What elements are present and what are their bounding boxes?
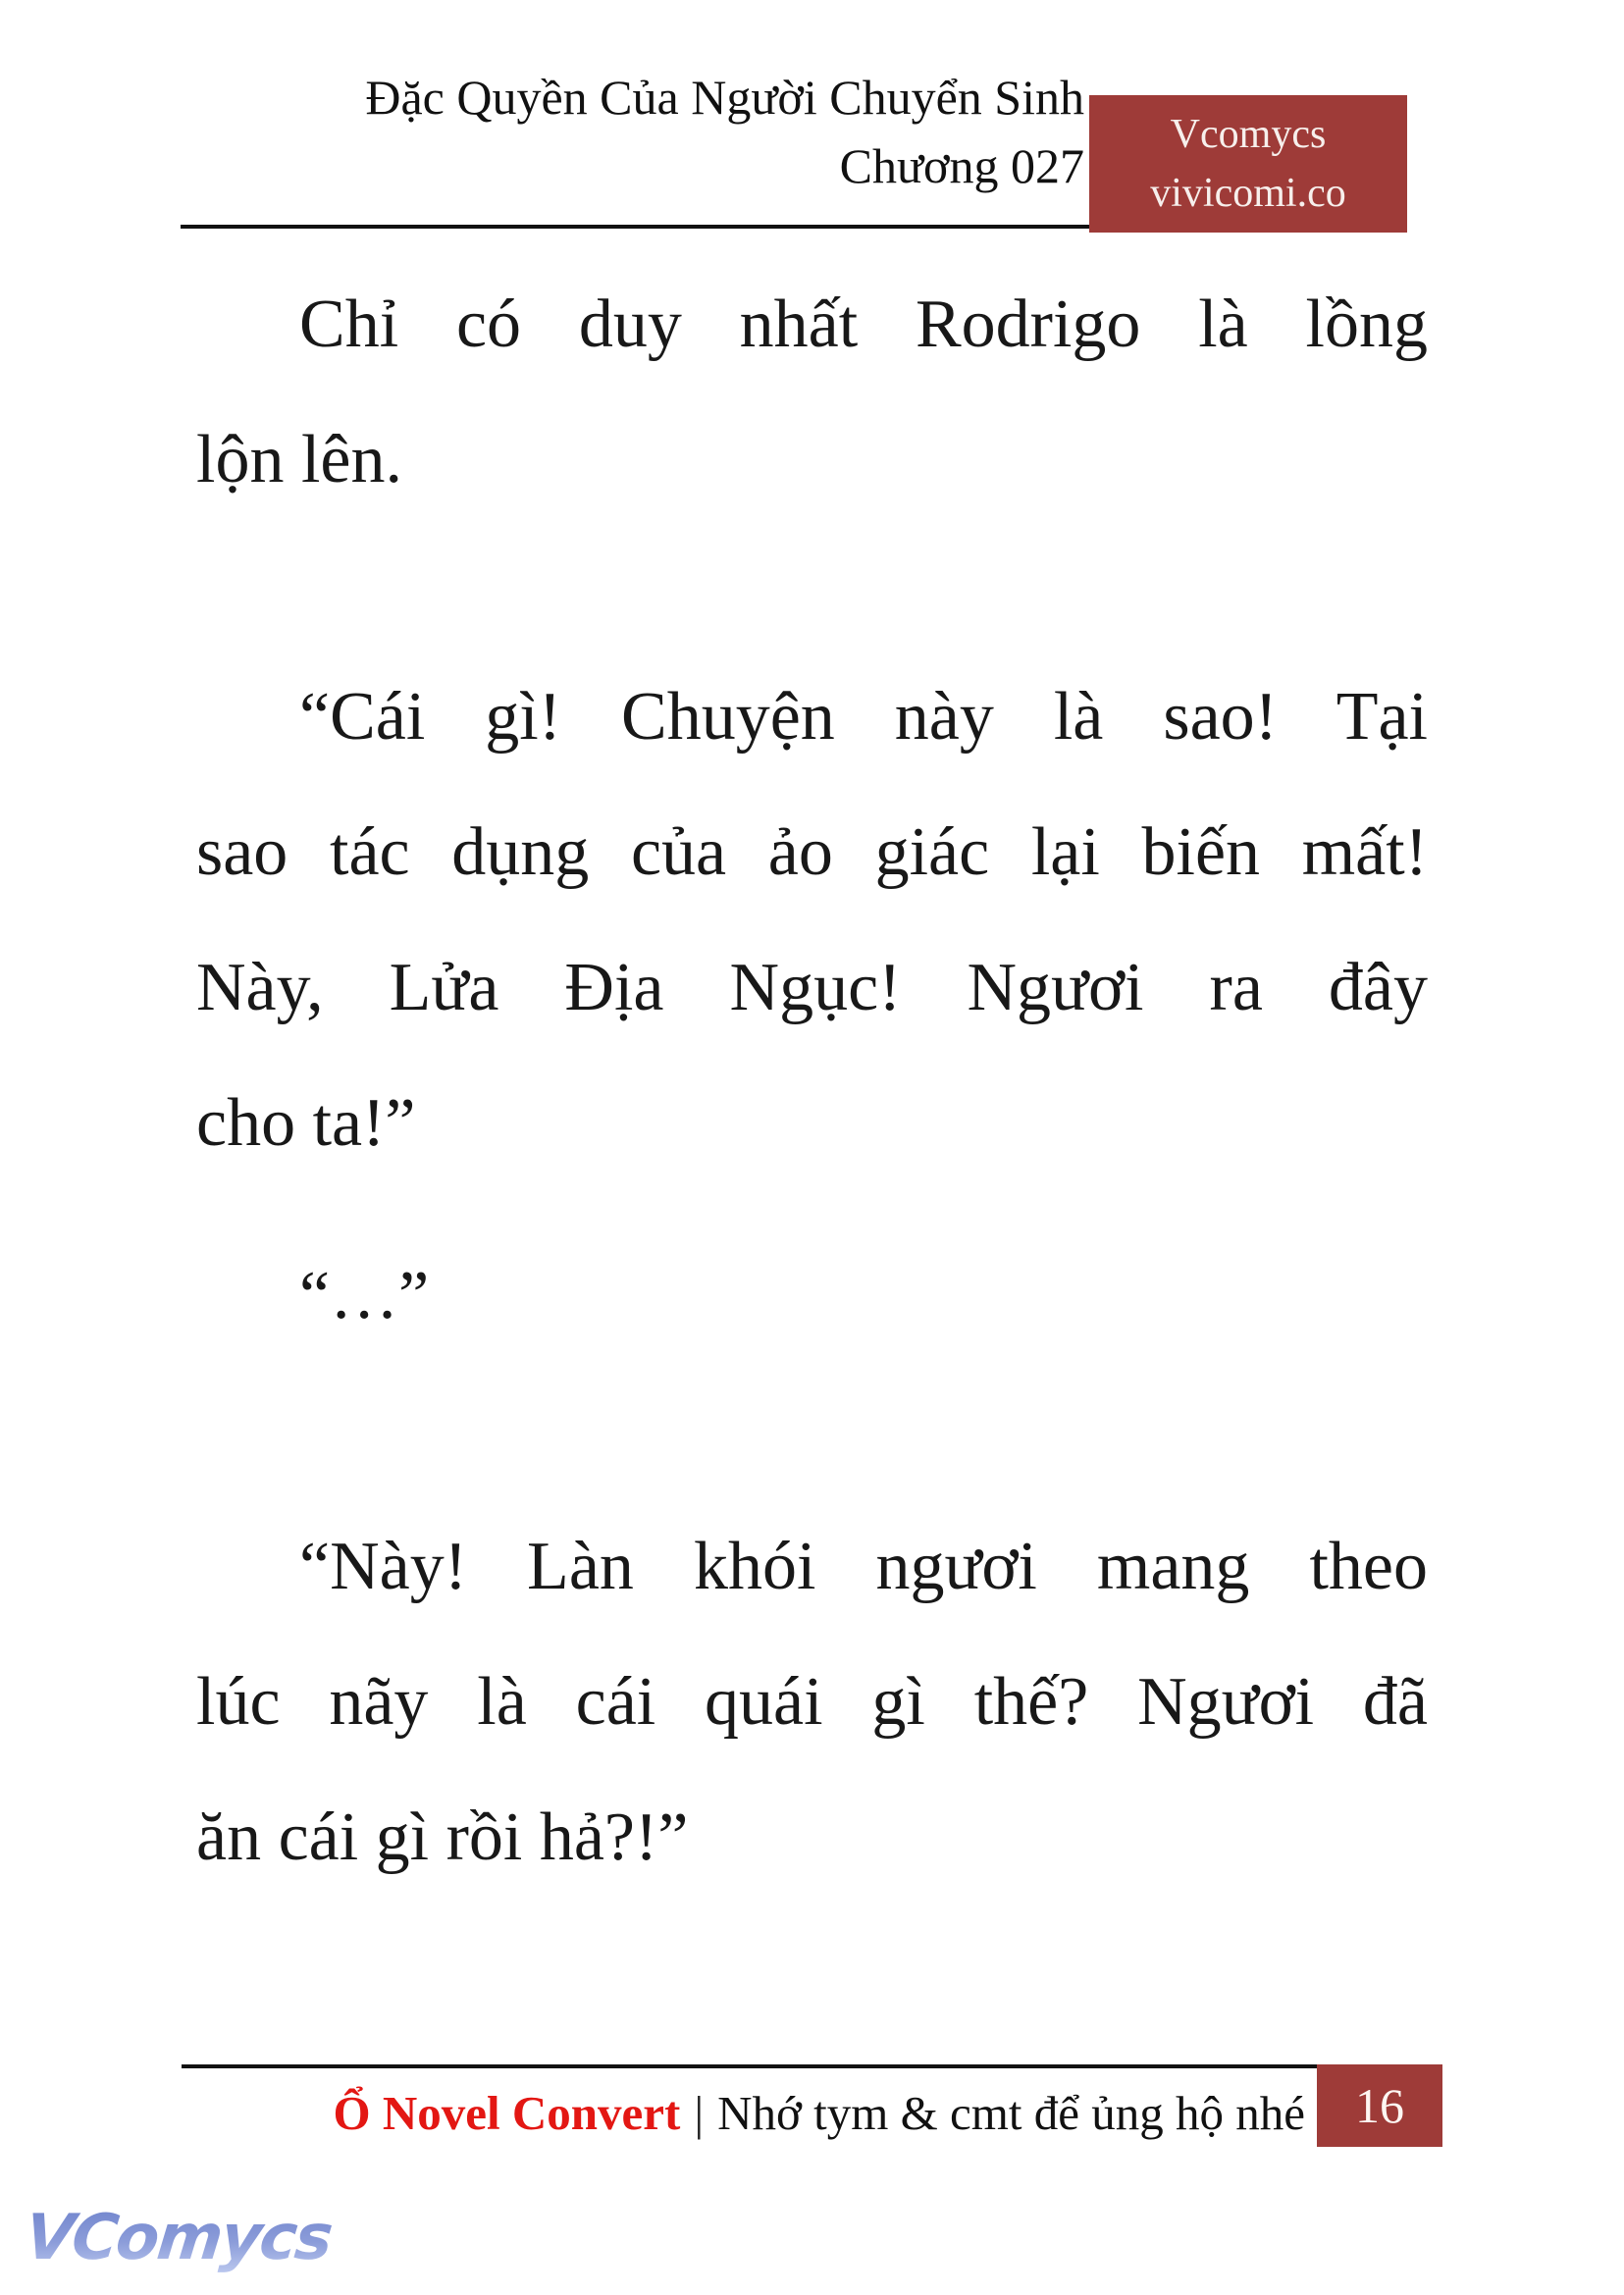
paragraph	[196, 1228, 1428, 1364]
chapter-title: Đặc Quyền Của Người Chuyển Sinh	[365, 70, 1084, 125]
text-line: “Này! Làn khói ngươi mang theo	[299, 1529, 1428, 1604]
text-line: lúc nãy là cái quái gì thế? Ngươi đã	[196, 1664, 1428, 1740]
paragraph	[196, 257, 1428, 528]
footer-divider	[182, 2064, 1317, 2068]
page-number: 16	[1355, 2078, 1404, 2133]
footer-brand: Ổ Novel Convert	[333, 2086, 681, 2140]
text-line: Chỉ có duy nhất Rodrigo là lồng	[299, 287, 1428, 362]
text-line: sao tác dụng của ảo giác lại biến mất!	[196, 814, 1428, 890]
footer-message: Nhớ tym & cmt để ủng hộ nhé	[717, 2086, 1305, 2140]
text-line: “Cái gì! Chuyện này là sao! Tại	[299, 679, 1428, 755]
text-line: Này, Lửa Địa Ngục! Ngươi ra đây	[196, 950, 1428, 1025]
text-line: ăn cái gì rồi hả?!”	[196, 1799, 689, 1875]
site-badge-name: Vcomycs	[1170, 112, 1327, 157]
footer-credit	[182, 2072, 1305, 2155]
site-badge-url: vivicomi.co	[1150, 171, 1346, 216]
chapter-number: Chương 027	[839, 138, 1084, 193]
vcomycs-logo-watermark: VComycs	[22, 2202, 335, 2274]
text-line: lộn lên.	[196, 422, 402, 497]
text-line: cho ta!”	[196, 1085, 416, 1161]
text-line: “…”	[299, 1258, 430, 1333]
header-divider	[181, 225, 1089, 229]
paragraph	[196, 650, 1428, 1191]
site-badge	[1089, 95, 1407, 233]
header-title-block	[182, 63, 1084, 200]
story-text	[196, 257, 1428, 1905]
footer-separator: |	[694, 2086, 705, 2140]
paragraph	[196, 1499, 1428, 1905]
page-number-badge	[1317, 2064, 1442, 2147]
